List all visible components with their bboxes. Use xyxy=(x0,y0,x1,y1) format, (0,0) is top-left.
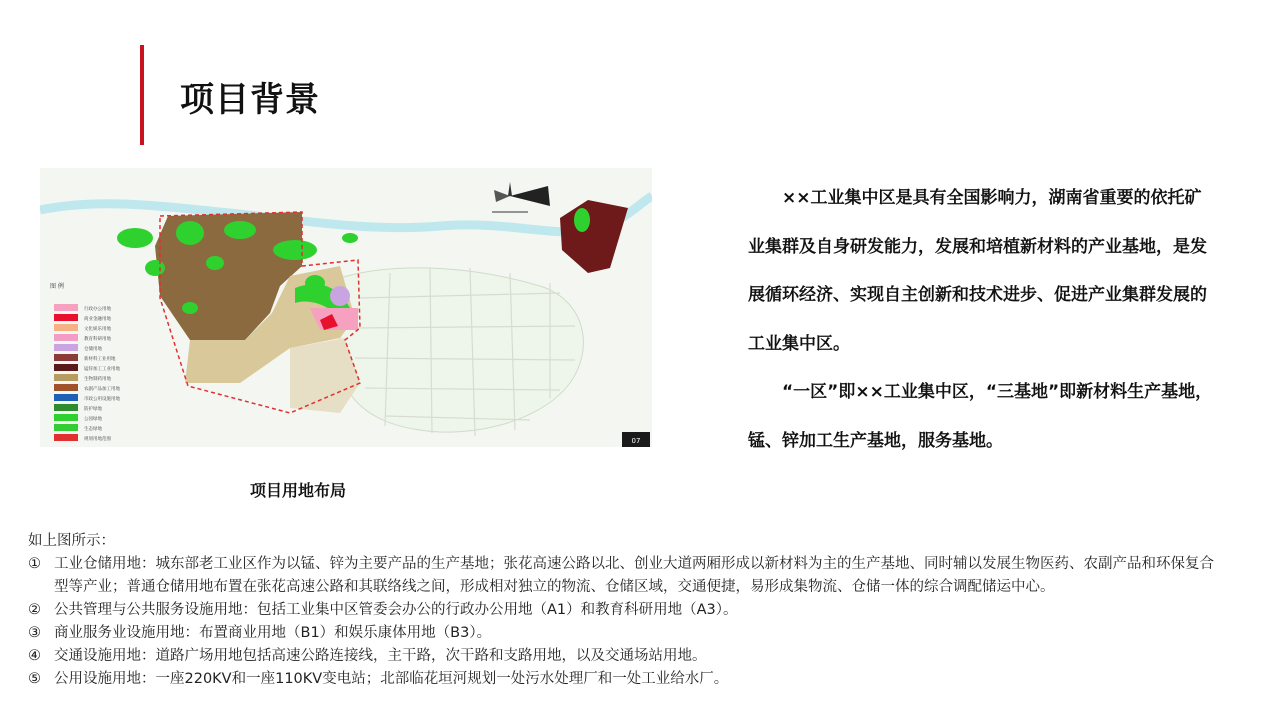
legend-swatch xyxy=(54,354,78,361)
item-text: 商业服务业设施用地：布置商业用地（B1）和娱乐康体用地（B3）。 xyxy=(54,625,492,641)
legend-label: 公园绿地 xyxy=(84,417,102,422)
legend-title: 图 例 xyxy=(50,283,64,290)
item-text: 工业仓储用地：城东部老工业区作为以锰、锌为主要产品的生产基地；张花高速公路以北、创业大道两厢形成以新材料为主的生产基地、同时辅以发展生物医药、农副产品和环保复合型等产业；普通仓储用地布置在张花高速公路和其联络线之间，形成相对独立的物流、仓储区域，交通便捷，易形成集物流、仓储一体的综合调配储运中心。 xyxy=(54,556,1214,595)
list-item xyxy=(28,668,1223,691)
legend-label: 农副产品加工用地 xyxy=(84,387,120,392)
legend-label: 生物制药用地 xyxy=(84,377,111,382)
legend-swatch xyxy=(54,344,78,351)
title-accent-bar xyxy=(140,45,144,145)
legend-swatch xyxy=(54,404,78,411)
intro-paragraph-1: ××工业集中区是具有全国影响力，湖南省重要的依托矿业集群及自身研发能力，发展和培植新材料的产业基地，是发展循环经济、实现自主创新和技术进步、促进产业集群发展的工业集中区。 xyxy=(748,188,1207,354)
legend-label: 文化娱乐用地 xyxy=(84,327,111,332)
legend-label: 商业金融用地 xyxy=(84,317,111,322)
legend-swatch xyxy=(54,324,78,331)
legend-swatch xyxy=(54,374,78,381)
legend-label: 规划用地范围 xyxy=(84,437,111,442)
legend-label: 教育科研用地 xyxy=(84,337,111,342)
legend-swatch xyxy=(54,304,78,311)
item-text: 公用设施用地：一座220KV和一座110KV变电站；北部临花垣河规划一处污水处理厂和一处工业给水厂。 xyxy=(54,671,729,687)
legend-swatch xyxy=(54,424,78,431)
item-number: ③ xyxy=(28,625,41,641)
item-number: ① xyxy=(28,556,41,572)
land-use-map-drawing xyxy=(40,168,652,447)
legend-swatch xyxy=(54,314,78,321)
notes-section xyxy=(28,530,1223,691)
page-title: 项目背景 xyxy=(180,80,320,120)
item-text: 公共管理与公共服务设施用地：包括工业集中区管委会办公的行政办公用地（A1）和教育科研用地（A3）。 xyxy=(54,602,738,618)
intro-text xyxy=(748,174,1218,465)
map-caption: 项目用地布局 xyxy=(249,481,346,500)
legend-label: 生态绿地 xyxy=(84,427,102,432)
legend-swatch xyxy=(54,334,78,341)
list-item xyxy=(28,599,1223,622)
item-number: ② xyxy=(28,602,41,618)
legend-label: 防护绿地 xyxy=(84,407,102,412)
legend-label: 市政公用设施用地 xyxy=(84,397,120,402)
land-use-map xyxy=(40,168,652,447)
page-badge-number: 07 xyxy=(631,437,641,445)
list-item xyxy=(28,645,1223,668)
list-item xyxy=(28,622,1223,645)
legend-label: 仓储用地 xyxy=(84,347,102,352)
legend-swatch xyxy=(54,434,78,441)
legend-swatch xyxy=(54,414,78,421)
item-number: ④ xyxy=(28,648,41,664)
legend-label: 锰锌加工工业用地 xyxy=(84,367,120,372)
legend-label: 新材料工业用地 xyxy=(84,357,116,362)
legend-swatch xyxy=(54,384,78,391)
intro-paragraph-2: “一区”即××工业集中区，“三基地”即新材料生产基地，锰、锌加工生产基地，服务基地。 xyxy=(748,382,1213,451)
legend-label: 行政办公用地 xyxy=(84,307,111,312)
item-text: 交通设施用地：道路广场用地包括高速公路连接线，主干路，次干路和支路用地，以及交通场站用地。 xyxy=(54,648,707,664)
legend-swatch xyxy=(54,394,78,401)
notes-list xyxy=(28,553,1223,691)
list-item xyxy=(28,553,1223,599)
notes-lead: 如上图所示： xyxy=(28,533,115,549)
legend-swatch xyxy=(54,364,78,371)
item-number: ⑤ xyxy=(28,671,41,687)
